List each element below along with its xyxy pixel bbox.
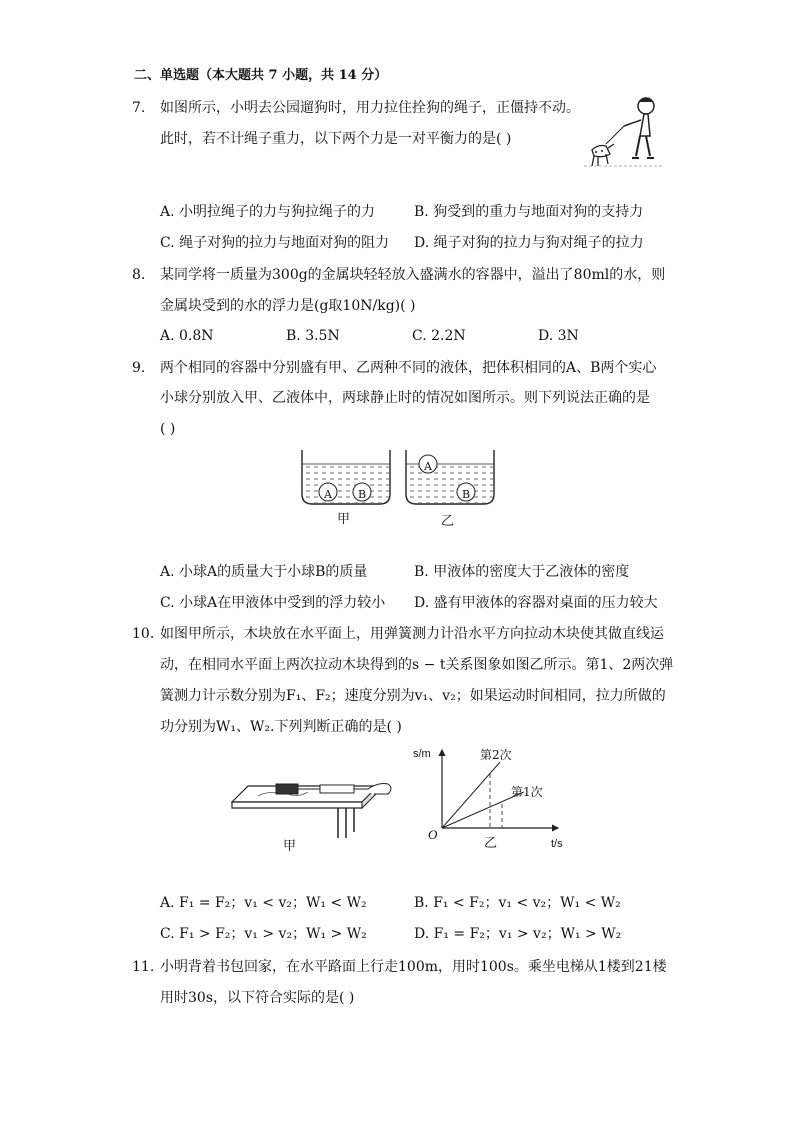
figure-label-yi: 乙 xyxy=(484,836,498,851)
question-10-text-line2: 动，在相同水平面上两次拉动木块得到的s − t关系图象如图乙所示。第1、2两次弹 xyxy=(160,657,674,673)
question-10-text-line1: 如图甲所示，木块放在水平面上，用弹簧测力计沿水平方向拉动木块使其做直线运 xyxy=(160,626,664,642)
question-9-text-line3: ( ) xyxy=(160,421,176,437)
question-8-number: 8. xyxy=(132,267,146,283)
question-11-text-line2: 用时30s，以下符合实际的是( ) xyxy=(160,990,355,1006)
ball-a-right: A xyxy=(424,460,432,473)
question-8-text-line1: 某同学将一质量为300g的金属块轻轻放入盛满水的容器中，溢出了80ml的水，则 xyxy=(160,267,666,283)
question-10-text-line4: 功分别为W₁、W₂.下列判断正确的是( ) xyxy=(160,719,402,735)
question-7-number: 7. xyxy=(132,100,146,116)
graph-line-first-label: 第1次 xyxy=(511,785,543,799)
question-10-number: 10. xyxy=(132,626,155,642)
question-9-text-line1: 两个相同的容器中分别盛有甲、乙两种不同的液体，把体积相同的A、B两个实心 xyxy=(160,360,657,376)
question-10-text-line3: 簧测力计示数分别为F₁、F₂；速度分别为v₁、v₂；如果运动时间相同，拉力所做的 xyxy=(160,688,666,704)
question-10-option-c: C. F₁ > F₂；v₁ > v₂；W₁ > W₂ xyxy=(160,926,367,942)
question-10-option-d: D. F₁ = F₂；v₁ > v₂；W₁ > W₂ xyxy=(414,926,622,942)
graph-origin-label: O xyxy=(428,827,438,842)
question-9-number: 9. xyxy=(132,360,146,376)
table-spring-scale-figure xyxy=(228,772,394,838)
graph-line-second-label: 第2次 xyxy=(480,748,512,762)
question-11-text-line1: 小明背着书包回家，在水平路面上行走100m，用时100s。乘坐电梯从1楼到21楼 xyxy=(160,959,667,975)
question-7-option-d: D. 绳子对狗的拉力与狗对绳子的拉力 xyxy=(414,235,644,251)
question-9-option-d: D. 盛有甲液体的容器对桌面的压力较大 xyxy=(414,595,658,611)
ball-b-right: B xyxy=(462,488,471,501)
question-7-option-a: A. 小明拉绳子的力与狗拉绳子的力 xyxy=(160,204,376,220)
dog-walking-figure xyxy=(584,96,664,170)
ball-a-left: A xyxy=(324,488,332,501)
figure-label-jia: 甲 xyxy=(283,839,297,854)
graph-x-label: t/s xyxy=(551,838,563,850)
question-10-option-a: A. F₁ = F₂；v₁ < v₂；W₁ < W₂ xyxy=(160,895,367,911)
graph-y-label: s/m xyxy=(413,748,431,760)
question-7-option-c: C. 绳子对狗的拉力与地面对狗的阻力 xyxy=(160,235,390,251)
question-9-option-a: A. 小球A的质量大于小球B的质量 xyxy=(160,564,368,580)
question-8-option-a: A. 0.8N xyxy=(160,328,214,344)
question-8-text-line2: 金属块受到的水的浮力是(g取10N/kg)( ) xyxy=(160,298,416,314)
ball-b-left: B xyxy=(358,488,367,501)
question-9-option-c: C. 小球A在甲液体中受到的浮力较小 xyxy=(160,595,386,611)
question-11-number: 11. xyxy=(132,959,155,975)
question-10-option-b: B. F₁ < F₂；v₁ < v₂；W₁ < W₂ xyxy=(414,895,621,911)
question-8-option-d: D. 3N xyxy=(538,328,579,344)
question-9-option-b: B. 甲液体的密度大于乙液体的密度 xyxy=(414,564,630,580)
question-9-text-line2: 小球分别放入甲、乙液体中，两球静止时的情况如图所示。则下列说法正确的是 xyxy=(160,390,650,406)
question-7-text-line1: 如图所示，小明去公园遛狗时，用力拉住拴狗的绳子，正僵持不动。 xyxy=(160,100,580,116)
section-title: 二、单选题（本大题共 7 小题，共 14 分） xyxy=(134,68,388,83)
line-second-run xyxy=(442,762,500,828)
question-7-text-line2: 此时，若不计绳子重力，以下两个力是一对平衡力的是( ) xyxy=(160,131,512,147)
question-7-option-b: B. 狗受到的重力与地面对狗的支持力 xyxy=(414,204,644,220)
container-label-left: 甲 xyxy=(337,512,351,527)
question-8-option-b: B. 3.5N xyxy=(286,328,340,344)
question-8-option-c: C. 2.2N xyxy=(412,328,466,344)
container-label-right: 乙 xyxy=(441,514,455,529)
